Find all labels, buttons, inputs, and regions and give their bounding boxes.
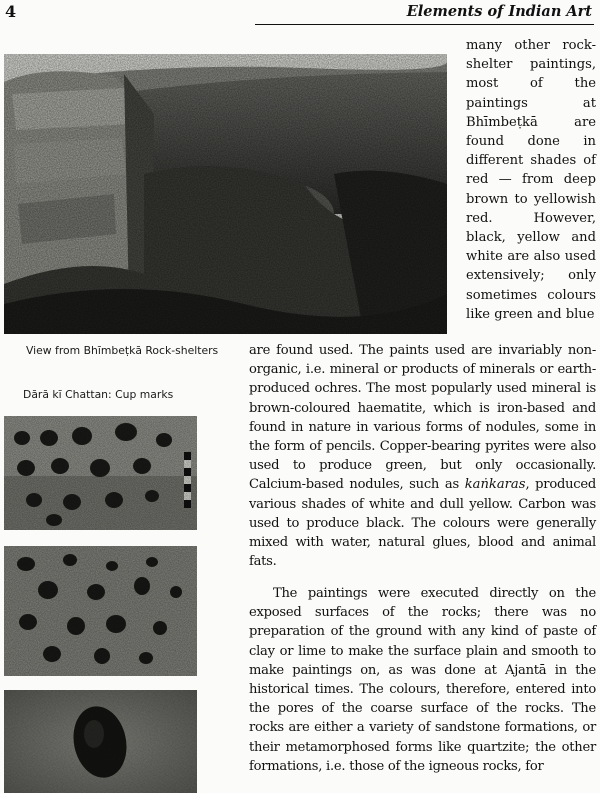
- paragraph-1-narrow-column: [466, 36, 596, 324]
- landscape-photo: [4, 54, 447, 334]
- landscape-caption: View from Bhīmbeṭkā Rock-shelters: [26, 344, 219, 357]
- paragraph-1-wide-column: [249, 341, 596, 571]
- header-rule: [255, 24, 594, 25]
- paragraph-2: [249, 584, 596, 776]
- italic-term: kaṅkaras: [464, 477, 526, 493]
- running-head: Elements of Indian Art: [406, 3, 592, 20]
- cupmarks-photo-2: [4, 546, 197, 676]
- cupmarks-photo-1: [4, 416, 197, 530]
- cupmark-photo-3: [4, 690, 197, 793]
- paragraph-1-text-part-1: many other rock-shelter paintings, most of the paintings at Bhīmbeṭkā are found done in different shades of red — from deep brown to yellowish red. However, black, yellow and white are also used extensively; only sometimes colours like green and blue: [466, 38, 596, 322]
- paragraph-2-text: The paintings were executed directly on the exposed surfaces of the rocks; there was no preparation of the ground with any kind of paste of clay or lime to make the surface plain and smooth to make paintings on, as was done at Ajantā in the historical times. The colours, therefore, entered into the pores of the coarse surface of the rocks. The rocks are either a variety of sandstone formations, or their metamorphosed forms like quartzite; the other formations, i.e. those of the igneous rocks, for: [249, 586, 596, 774]
- cupmarks-caption: Dārā kī Chattan: Cup marks: [23, 388, 174, 401]
- page-number: 4: [5, 2, 17, 21]
- paragraph-1-text-part-2: are found used. The paints used are invariably non-organic, i.e. mineral or products of minerals or earth-produced ochres. The most popularly used mineral is brown-coloured haematite, which is iron-based and found in nature in various forms of nodules, some in the form of pencils. Copper-bearing pyrites were also used to produce green, but only occasionally. Calcium-based nodules, such as: [249, 343, 596, 493]
- paragraph-1-text-part-3: , produced various shades of white and dull yellow. Carbon was used to produce black. The colours were generally mixed with water, natural glues, blood and animal fats.: [249, 477, 596, 570]
